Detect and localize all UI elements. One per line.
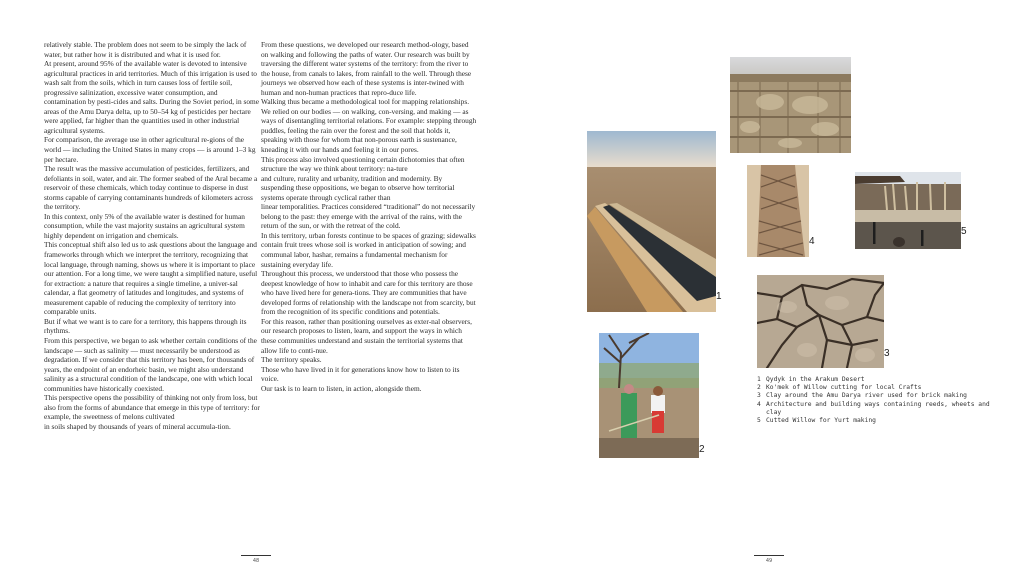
- paragraph: In this territory, urban forests continue to be spaces of grazing; sidewalks contain fruit trees whose soil is worked in anticipation of sowing; and communal labor, hashar, remains a fundamental mechanism for sustaining everyday life.: [261, 230, 476, 269]
- page-number-right: [754, 555, 784, 564]
- paragraph: This process also involved questioning certain dichotomies that often structure the way we think about territory: na-ture: [261, 154, 465, 174]
- page-number-left: [241, 555, 271, 564]
- caption-number: 3: [757, 392, 761, 400]
- photo-mud-wall: [730, 57, 851, 153]
- paragraph: This conceptual shift also led us to ask questions about the language and frameworks through which we interpret the territory, recognizing that local language, through naming, shows us where it is important to place our attention. For a long time, we were taught a simplified nature, useful for extraction: a nature that requires a single timeline, a univer-sal calendar, a flat geometry of latitudes and longitudes, and systems of measurement capable of reducing the complexity of territory into comparable units.: [44, 240, 258, 317]
- paragraph: From this perspective, we began to ask whether certain conditions of the landscape — such as salinity — must necessarily be understood as degradation. If we consider that this territory has been, for thousands of years, the endpoint of an endorheic basin, we might also understand salinity as a structural condition of the landscape, one with which local communities have historically coexisted.: [44, 335, 257, 393]
- paragraph: This perspective opens the possibility of thinking not only from loss, but also from the forms of abundance that emerge in this type of territory: for example, the sweetness of melons cultivated: [44, 393, 260, 422]
- caption-text: Qydyk in the Arakum Desert: [766, 376, 865, 383]
- caption-text: Cutted Willow for Yurt making: [766, 417, 876, 425]
- paragraph: For comparison, the average use in other agricultural re-gions of the world — including the United States in many crops — is around 1–3 kg per hectare.: [44, 135, 256, 164]
- photo-3-label: 3: [884, 348, 890, 359]
- paragraph: Walking thus became a methodological tool for mapping relationships. We relied on our bodies — on walking, con-versing, and making — as ways of disentangling territorial relations. For example: stepping through puddles, feeling the rain over the forest and the soil that holds it, speaking with those for whom that non-porous earth is sustenance, kneading it with our hands and feeling it in our pores.: [261, 97, 477, 155]
- photo-5-willow-yard: [855, 172, 961, 249]
- paragraph: Those who have lived in it for generations know how to listen to its voice.: [261, 364, 460, 384]
- photo-4-label: 4: [809, 236, 815, 247]
- paragraph: and culture, rurality and urbanity, tradition and modernity. By suspending these oppositions, we began to observe how territorial systems operate through cyclical rather than: [261, 173, 455, 202]
- paragraph: From these questions, we developed our research method-ology, based on walking and following the paths of water. Our research was built by traversing the different water systems of the territory: from the river to the house, from canals to lakes, from rainfall to the well. Through these journeys we observed how each of these systems is inter-twined with human and non-human practices that repro-duce life.: [261, 40, 472, 97]
- paragraph: For this reason, rather than positioning ourselves as exter-nal observers, our research proposes to listen, learn, and support the ways in which these communities understand and sustain the territorial systems that allow life to conti-nue.: [261, 316, 472, 355]
- photo-captions: [757, 376, 1007, 425]
- caption-item: [757, 417, 1007, 425]
- caption-item: [757, 376, 1007, 384]
- paragraph: At present, around 95% of the available water is devoted to intensive agricultural practices in arid territories. Much of this irrigation is used to wash salt from the soils, which in turn causes loss of fertile soil, progressive salinization, excessive water consumption, and contamination by pesti-cides and salts. During the Soviet period, in some areas of the Amu Darya delta, up to 50–54 kg of pesticides per hectare were applied, far higher than the quantities used in other industrial agricultural systems.: [44, 59, 259, 135]
- caption-number: 4: [757, 400, 761, 408]
- caption-number: 2: [757, 384, 761, 392]
- text-column-1: [44, 40, 260, 431]
- paragraph: relatively stable. The problem does not seem to be simply the lack of water, but rather how it is distributed and what it is used for.: [44, 40, 247, 59]
- caption-text: Architecture and building ways containing reeds, wheets and clay: [766, 400, 990, 416]
- text-column-2: [261, 40, 477, 393]
- photo-1-desert-canal: [587, 131, 716, 312]
- caption-item: [757, 401, 1007, 417]
- paragraph: The territory speaks.: [261, 355, 322, 365]
- page-number-text: 48: [252, 558, 260, 564]
- photo-2-label: 2: [699, 444, 705, 455]
- paragraph: But if what we want is to care for a territory, this happens through its rhythms.: [44, 316, 247, 336]
- paragraph: Our task is to learn to listen, in action, alongside them.: [261, 383, 422, 393]
- photo-3-cracked-clay: [757, 275, 884, 368]
- caption-text: Clay around the Amu Darya river used for brick making: [766, 392, 967, 400]
- photo-2-willow-cutting: [599, 333, 699, 458]
- paragraph: in soils shaped by thousands of years of mineral accumula-tion.: [44, 421, 231, 431]
- paragraph: The result was the massive accumulation of pesticides, fertilizers, and defoliants in soil, water, and air. The former seabed of the Aral became a reservoir of these chemicals, which today continue to disperse in dust storms capable of carrying contaminants hundreds of kilometers across the territory.: [44, 164, 258, 212]
- paragraph: In this context, only 5% of the available water is destined for human consumption, while the vast majority sustains an agricultural system highly dependent on irrigation and chemicals.: [44, 211, 245, 240]
- caption-item: [757, 392, 1007, 400]
- paragraph: Throughout this process, we understood that those who possess the deepest knowledge of how to inhabit and care for this territory are those who have lived here for genera-tions. They are communities that have developed forms of relationship with the landscape not from scarcity, but from the recognition of its specific conditions and potentials.: [261, 269, 476, 317]
- caption-text: Ko'mek of Willow cutting for local Crafts: [766, 384, 922, 392]
- photo-4-reed-weave: [747, 165, 809, 257]
- page-number-rule: [241, 555, 271, 556]
- caption-number: 1: [757, 376, 761, 383]
- page-number-text: 49: [765, 558, 773, 564]
- paragraph: linear temporalities. Practices considered “traditional” do not necessarily belong to the past: they emerge with the arrival of the rains, with the return of the sun, or with the retreat of the cold.: [261, 202, 476, 231]
- caption-number: 5: [757, 417, 761, 425]
- caption-item: [757, 384, 1007, 392]
- photo-5-label: 5: [961, 226, 967, 237]
- photo-1-label: 1: [716, 291, 722, 302]
- page-number-rule: [754, 555, 784, 556]
